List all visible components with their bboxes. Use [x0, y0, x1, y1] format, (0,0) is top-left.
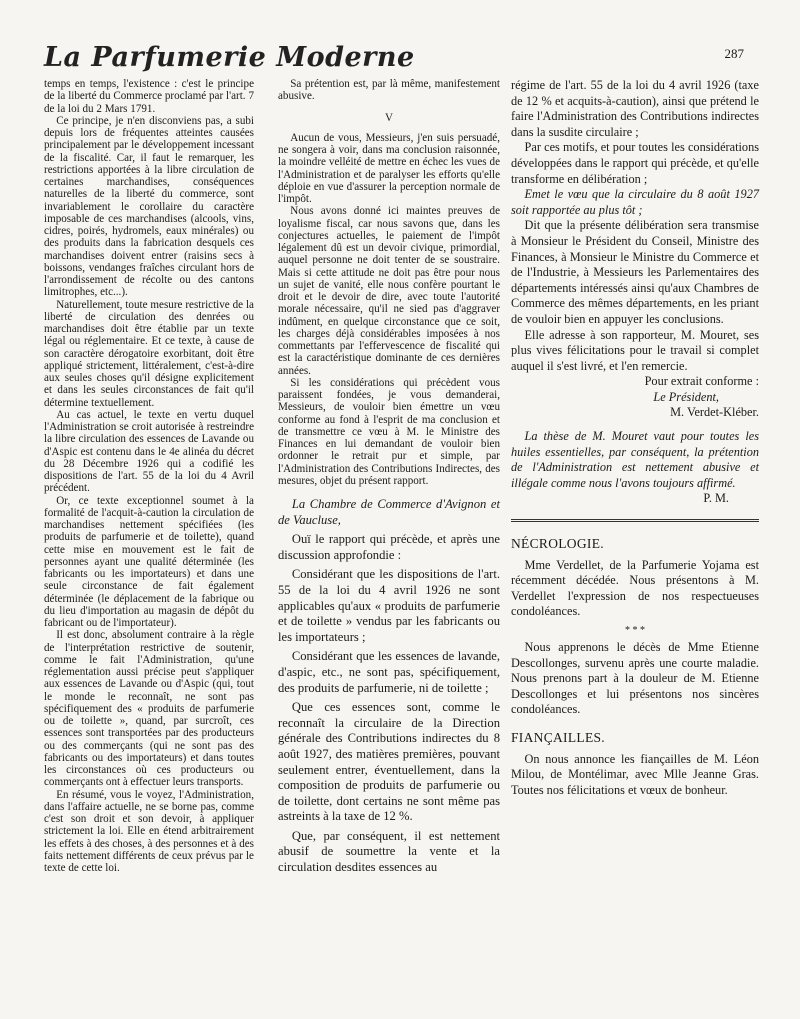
- signature-line: Pour extrait conforme :: [644, 374, 759, 389]
- paragraph: Au cas actuel, le texte en vertu duquel l'Administration se croit autorisée à restreindre la libre circulation des essences de Lavande ou d'Aspic est contenu dans le 4e alinéa du décret du 28 Décembre 1926 qui a codifié les dispositions de l'art. 55 de la loi du 4 Avril précédent.: [44, 408, 254, 495]
- editor-initials: P. M.: [703, 491, 729, 506]
- section-numeral: V: [384, 111, 393, 124]
- paragraph: On nous annonce les fiançailles de M. Léon Milou, de Montélimar, avec Mlle Jeanne Gras. Toutes nos félicitations et vœux de bonheur.: [511, 751, 759, 797]
- paragraph: Aucun de vous, Messieurs, j'en suis persuadé, ne songera à voir, dans ma conclusion raisonnée, la moindre velléité de mettre en échec les vues de l'Administration et de paralyser les efforts qu'elle déploie en vue d'assurer la perception normale de l'impôt.: [278, 131, 500, 205]
- paragraph: Dit que la présente délibération sera transmise à Monsieur le Président du Conseil, Ministre des Finances, à Monsieur le Ministre du Commerce et de l'Industrie, à Messieurs les Parlementaires des départements intéressés ainsi qu'aux Chambres de Commerce des mêmes départements, en les priant de vouloir bien en appuyer les conclusions.: [511, 218, 759, 326]
- editor-note: La thèse de M. Mouret vaut pour toutes les huiles essentielles, par conséquent, la prétention de l'Administration est nettement abusive et illégale comme nous l'avons toujours affirmé.: [511, 429, 759, 490]
- paragraph: régime de l'art. 55 de la loi du 4 avril 1926 (taxe de 12 % et acquits-à-caution), ainsi que prétend le faire l'Administration des Contributions indirectes dans la susdite circulaire ;: [511, 78, 759, 139]
- column-3: [511, 78, 759, 798]
- paragraph: Emet le vœu que la circulaire du 8 août 1927 soit rapportée au plus tôt ;: [511, 187, 759, 217]
- paragraph: Elle adresse à son rapporteur, M. Mouret, ses plus vives félicitations pour le travail si complet auquel il s'est livré, et l'en remercie.: [511, 327, 759, 373]
- signature-name: M. Verdet-Kléber.: [670, 405, 759, 420]
- paragraph: Ouï le rapport qui précède, et après une discussion approfondie :: [278, 532, 500, 562]
- signature-title: Le Président,: [653, 389, 719, 404]
- paragraph: En résumé, vous le voyez, l'Administration, dans l'affaire actuelle, ne se borne pas, comme c'est son droit et son devoir, à appliquer strictement la loi. Elle en étend arbitrairement les effets à des choses, à des personnes et à des faits nettement différents de ceux prévus par le texte de cette loi.: [44, 788, 254, 874]
- paragraph: Par ces motifs, et pour toutes les considérations développées dans le rapport qui précède, et qu'elle transforme en délibération ;: [511, 140, 759, 186]
- signature-block: [511, 374, 759, 421]
- page-number: 287: [724, 46, 744, 61]
- rubric-necrologie: NÉCROLOGIE.: [511, 536, 604, 552]
- paragraph: Considérant que les dispositions de l'art. 55 de la loi du 4 avril 1926 ne sont applicables qu'aux « produits de parfumerie et de toilette » vendus par les fabricants ou les importateurs ;: [278, 567, 500, 644]
- paragraph: Mme Verdellet, de la Parfumerie Yojama est récemment décédée. Nous présentons à M. Verdellet l'expression de nos respectueuses condoléances.: [511, 557, 759, 619]
- asterism: * * *: [625, 625, 645, 636]
- paragraph: Si les considérations qui précèdent vous paraissent fondées, je vous demanderai, Messieurs, de vouloir bien émettre un vœu conforme au fond à l'esprit de ma conclusion et de transmettre ce vœu à M. le Ministre des Finances en lui demandant de vouloir bien ordonner le retrait pur et simple, par l'Administration des Contributions Indirectes, des mesures, objet du présent rapport.: [278, 376, 500, 487]
- paragraph: Il est donc, absolument contraire à la règle de l'interprétation restrictive de soutenir, comme le fait l'Administration, qu'une réglementation aussi précise peut s'appliquer aux essences de Lavande ou d'Aspic (qui, tout le monde le reconnaît, ne sont pas spécifiquement des « produits de parfumerie ou de toilette », quand, par surcroît, ces essences sont transportées par des producteurs ou des commerçants (qui ne sont pas des fabricants ou des importateurs) et dans toutes les circonstances où ces producteurs ou commerçants ont à effectuer leurs transports.: [44, 629, 254, 789]
- paragraph: Que, par conséquent, il est nettement abusif de soumettre la vente et la circulation desdites essences au: [278, 828, 500, 875]
- paragraph: Ce principe, je n'en disconviens pas, a subi depuis lors de fréquentes atteintes causées principalement par le développement incessant de la fiscalité. Car, il faut le remarquer, les restrictions apportées à la libre circulation de certaines marchandises, conséquences naturelles de la liberté du commerce, sont invariablement le corollaire du caractère imposable de ces marchandises (alcools, vins, cidres, poirés, hydromels, eaux minérales) ou des produits dans la fabrication desquels ces marchandises doivent entrer (raisins secs à boissons, vendanges fraîches circulant hors de l'arrondissement de récolte ou des cantons limitrophes, etc...).: [44, 114, 254, 299]
- paragraph: Nous avons donné ici maintes preuves de loyalisme fiscal, car nous savons que, dans les conjectures actuelles, le paiement de l'impôt légalement dû est un devoir civique, primordial, auquel personne ne doit tenter de se soustraire. Mais si cette attitude ne doit pas être pour nous un sujet de vanité, elle nous confère pourtant le droit et le devoir de dire, avec toute l'autorité morale nécessaire, qu'il ne sied pas d'aggraver indûment, en quelque circonstance que ce soit, les charges déjà considérables imposées à nos commettants par l'effervescence de fiscalité qui est la caractéristique dominante de ces dernières années.: [278, 205, 500, 377]
- paragraph: Or, ce texte exceptionnel soumet à la formalité de l'acquit-à-caution la circulation de marchandises nettement spécifiées (les produits de parfumerie et de toilette), quand cette mise en mouvement est le fait de personnes ayant une qualité déterminée (les fabricants ou les importateurs) et dans une seule circonstance de fait également déterminée (le déplacement de la fabrique ou du lieu d'importation au magasin de dépôt du fabricant ou de l'importateur).: [44, 494, 254, 629]
- column-1: [44, 78, 254, 874]
- deliberation-block: [278, 497, 500, 876]
- paragraph: Considérant que les essences de lavande, d'aspic, etc., ne sont pas, spécifiquement, des produits de parfumerie, ni de toilette ;: [278, 649, 500, 695]
- paragraph: temps en temps, l'existence : c'est le principe de la liberté du Commerce proclamé par l'art. 7 de la loi du 2 Mars 1791.: [44, 78, 254, 115]
- paragraph: Naturellement, toute mesure restrictive de la liberté de circulation des denrées ou marchandises doit être établie par un texte légal ou réglementaire. Et ce texte, à cause de son caractère dérogatoire exorbitant, doit être appliqué strictement, littéralement, c'est-à-dire aux seules choses qu'il désigne explicitement et dans les seules circonstances de fait qu'il détermine textuellement.: [44, 298, 254, 409]
- section-divider: [511, 519, 759, 522]
- chamber-heading: La Chambre de Commerce d'Avignon et de Vaucluse,: [278, 497, 500, 527]
- column-2: [278, 78, 500, 876]
- masthead: La Parfumerie Moderne: [44, 42, 415, 73]
- paragraph: Sa prétention est, par là même, manifestement abusive.: [278, 78, 500, 103]
- paragraph: Nous apprenons le décès de Mme Etienne Descollonges, survenu après une courte maladie. Nous prenons part à la douleur de M. Etienne Descollonges et lui présentons nos sincères condoléances.: [511, 640, 759, 717]
- paragraph: Que ces essences sont, comme le reconnaît la circulaire de la Direction générale des Contributions indirectes du 8 août 1927, des matières premières, pouvant seulement entrer, éventuellement, dans la composition de produits de parfumerie ou de toilette, dont certains ne sont même pas astreints à la taxe de 12 %.: [278, 700, 500, 824]
- rubric-fiancailles: FIANÇAILLES.: [511, 729, 605, 745]
